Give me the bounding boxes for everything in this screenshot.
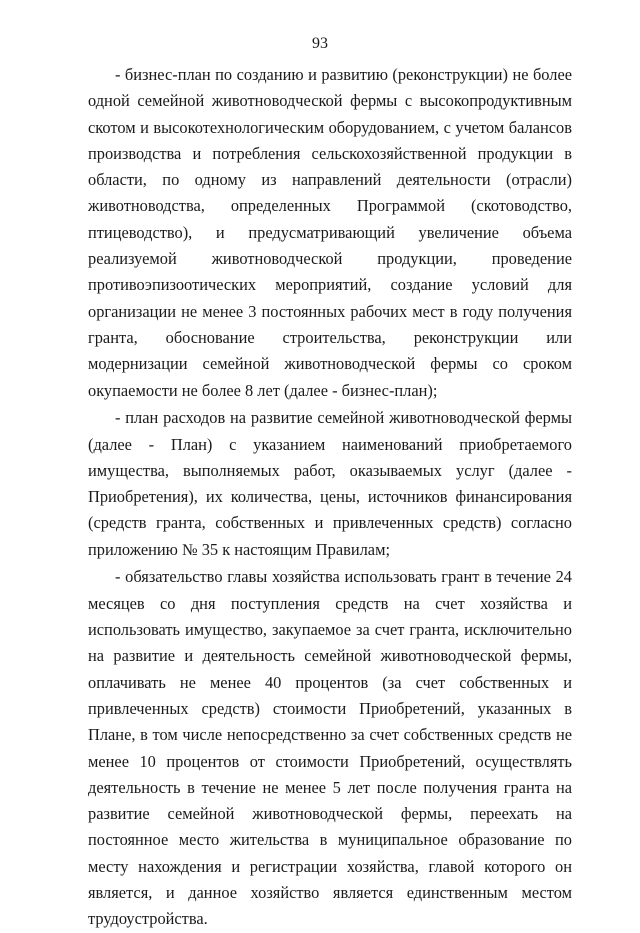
page-number: 93 [312,35,328,52]
document-body [88,62,572,933]
paragraph-expense-plan: - план расходов на развитие семейной животноводческой фермы (далее - План) с указанием наименований приобретаемого имущества, выполняемых работ, оказываемых услуг (далее - Приобретения), их количества, цены, источников финансирования (средств гранта, собственных и привлеченных средств) согласно приложению № 35 к настоящим Правилам; [88,408,572,559]
paragraph-business-plan: - бизнес-план по созданию и развитию (реконструкции) не более одной семейной животноводческой фермы с высокопродуктивным скотом и высокотехнологическим оборудованием, с учетом балансов производства и потребления сельскохозяйственной продукции в области, по одному из направлений деятельности (отрасли) животноводства, определенных Программой (скотоводство, птицеводство), и предусматривающий увеличение объема реализуемой животноводческой продукции, проведение противоэпизоотических мероприятий, создание условий для организации не менее 3 постоянных рабочих мест в году получения гранта, обоснование строительства, реконструкции или модернизации семейной животноводческой фермы со сроком окупаемости не более 8 лет (далее - бизнес-план); [88,65,572,400]
paragraph-obligation: - обязательство главы хозяйства использовать грант в течение 24 месяцев со дня поступления средств на счет хозяйства и использовать имущество, закупаемое за счет гранта, исключительно на развитие и деятельность семейной животноводческой фермы, оплачивать не менее 40 процентов (за счет собственных и привлеченных средств) стоимости Приобретений, указанных в Плане, в том числе непосредственно за счет собственных средств не менее 10 процентов от стоимости Приобретений, осуществлять деятельность в течение не менее 5 лет после получения гранта на развитие семейной животноводческой фермы, переехать на постоянное место жительства в муниципальное образование по месту нахождения и регистрации хозяйства, главой которого он является, и данное хозяйство является единственным местом трудоустройства. [88,567,572,929]
